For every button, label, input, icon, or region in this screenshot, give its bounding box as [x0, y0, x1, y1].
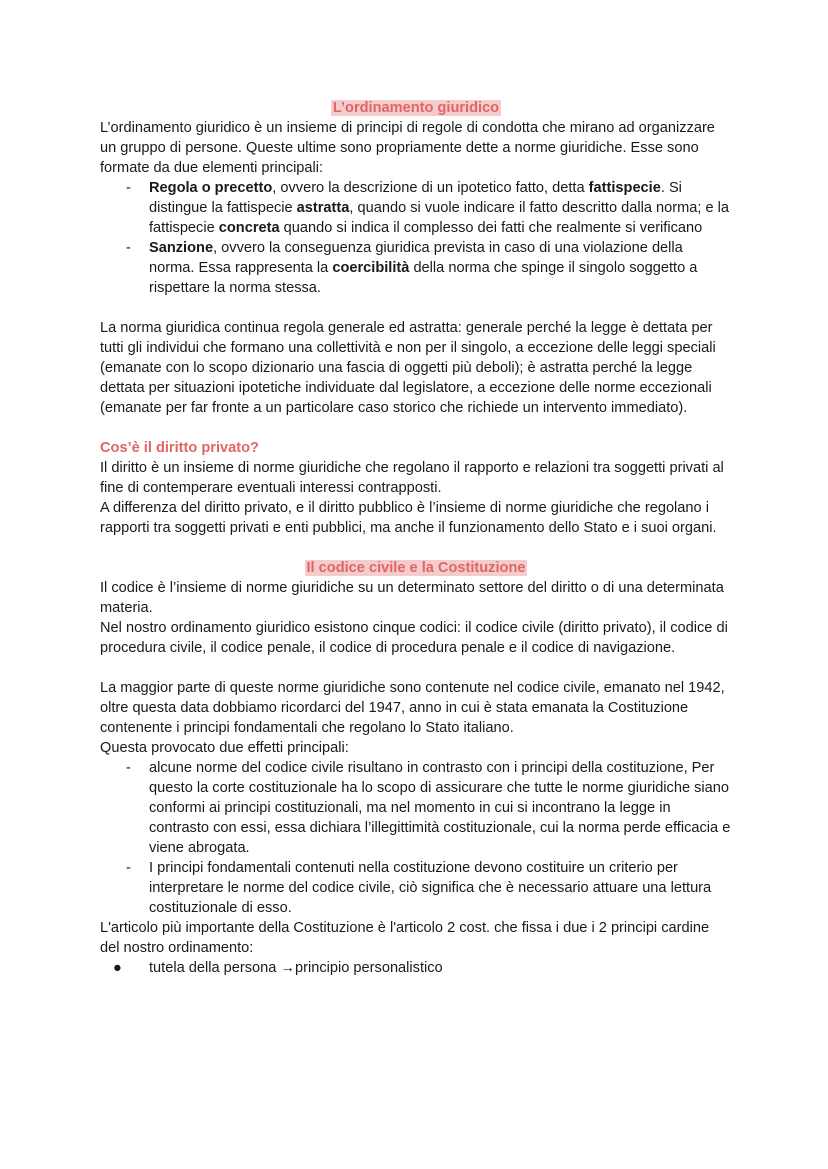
dash-marker: -	[126, 760, 131, 776]
text: , ovvero la conseguenza giuridica prevista in caso di una violazione della norma. Essa rappresenta la	[149, 240, 683, 276]
text: quando si indica il complesso dei fatti che realmente si verificano	[279, 220, 703, 236]
text: I principi fondamentali contenuti nella costituzione devono costituire un criterio per interpretare le norme del codice civile, ciò significa che è necessario attuare una lettura costituzionale di esso.	[149, 860, 712, 916]
paragraph: La norma giuridica continua regola generale ed astratta: generale perché la legge è dettata per tutti gli individui che formano una collettività e non per il singolo, a eccezione delle leggi speciali (emanate con lo scopo dizionario una fascia di oggetti più deboli); è astratta perché la legge dettata per situazioni ipotetiche individuate dal legislatore, a eccezione delle norme eccezionali (emanate per far fronte a un particolare caso storico che richiede un intervento immediato).	[100, 320, 716, 416]
bold-term: astratta	[296, 200, 350, 216]
paragraph: Il diritto è un insieme di norme giuridiche che regolano il rapporto e relazioni tra soggetti privati al fine di contemperare eventuali interessi contrapposti.	[100, 460, 724, 496]
bullet-list	[100, 178, 732, 298]
bold-term: coercibilità	[332, 260, 410, 276]
bullet-list	[100, 758, 732, 918]
bold-term: concreta	[218, 220, 280, 236]
paragraph: La maggior parte di queste norme giuridiche sono contenute nel codice civile, emanato nel 1942, oltre questa data dobbiamo ricordarci del 1947, anno in cui è stata emanata la Costituzione contenente i principi fondamentali che regolano lo Stato italiano.	[100, 680, 725, 736]
bullet-dot-icon: ●	[113, 960, 122, 976]
text: , ovvero la descrizione di un ipotetico fatto, detta	[272, 180, 589, 196]
text: , quando si vuole indicare il fatto descritto dalla norma; e la fattispecie	[149, 200, 730, 236]
section-heading	[100, 98, 732, 118]
text: alcune norme del codice civile risultano in contrasto con i principi della costituzione, Per questo la corte costituzionale ha lo scopo di assicurare che tutte le norme giuridiche siano conformi ai principi costituzionali, ma nel momento in cui si incontrano la legge in contrasto con essi, essa dichiara l’illegittimità costituzionale, cui la norma perde efficacia e viene abrogata.	[149, 760, 731, 856]
dash-marker: -	[126, 240, 131, 256]
list-item	[100, 958, 732, 978]
list-item	[100, 178, 732, 238]
heading-codice-civile: Il codice civile e la Costituzione	[306, 560, 526, 576]
text: . Si distingue la fattispecie	[149, 180, 682, 216]
dash-marker: -	[126, 860, 131, 876]
bold-term: Regola o precetto	[149, 180, 273, 196]
paragraph: L’ordinamento giuridico è un insieme di principi di regole di condotta che mirano ad organizzare un gruppo di persone. Queste ultime sono propriamente dette a norme giuridiche. Esse sono formate da due elementi principali:	[100, 120, 715, 176]
text: della norma che spinge il singolo soggetto a rispettare la norma stessa.	[149, 260, 698, 296]
heading-ordinamento: L’ordinamento giuridico	[332, 100, 500, 116]
paragraph: Il codice è l’insieme di norme giuridiche su un determinato settore del diritto o di una determinata materia.	[100, 580, 724, 616]
subheading-diritto-privato: Cos’è il diritto privato?	[100, 440, 259, 456]
paragraph: Questa provocato due effetti principali:	[100, 740, 349, 756]
document-page	[100, 98, 732, 978]
paragraph: L'articolo più importante della Costituzione è l'articolo 2 cost. che fissa i due i 2 principi cardine del nostro ordinamento:	[100, 920, 710, 956]
section-heading	[100, 558, 732, 578]
paragraph: A differenza del diritto privato, e il diritto pubblico è l’insieme di norme giuridiche che regolano i rapporti tra soggetti privati e enti pubblici, ma anche il funzionamento dello Stato e i suoi organi.	[100, 500, 717, 536]
list-item	[100, 858, 732, 918]
bold-term: fattispecie	[588, 180, 661, 196]
paragraph: Nel nostro ordinamento giuridico esistono cinque codici: il codice civile (diritto privato), il codice di procedura civile, il codice penale, il codice di procedura penale e il codice di navigazione.	[100, 620, 728, 656]
text: tutela della persona →principio personalistico	[149, 960, 443, 976]
dot-list	[100, 958, 732, 978]
bold-term: Sanzione	[149, 240, 214, 256]
dash-marker: -	[126, 180, 131, 196]
list-item	[100, 758, 732, 858]
list-item	[100, 238, 732, 298]
